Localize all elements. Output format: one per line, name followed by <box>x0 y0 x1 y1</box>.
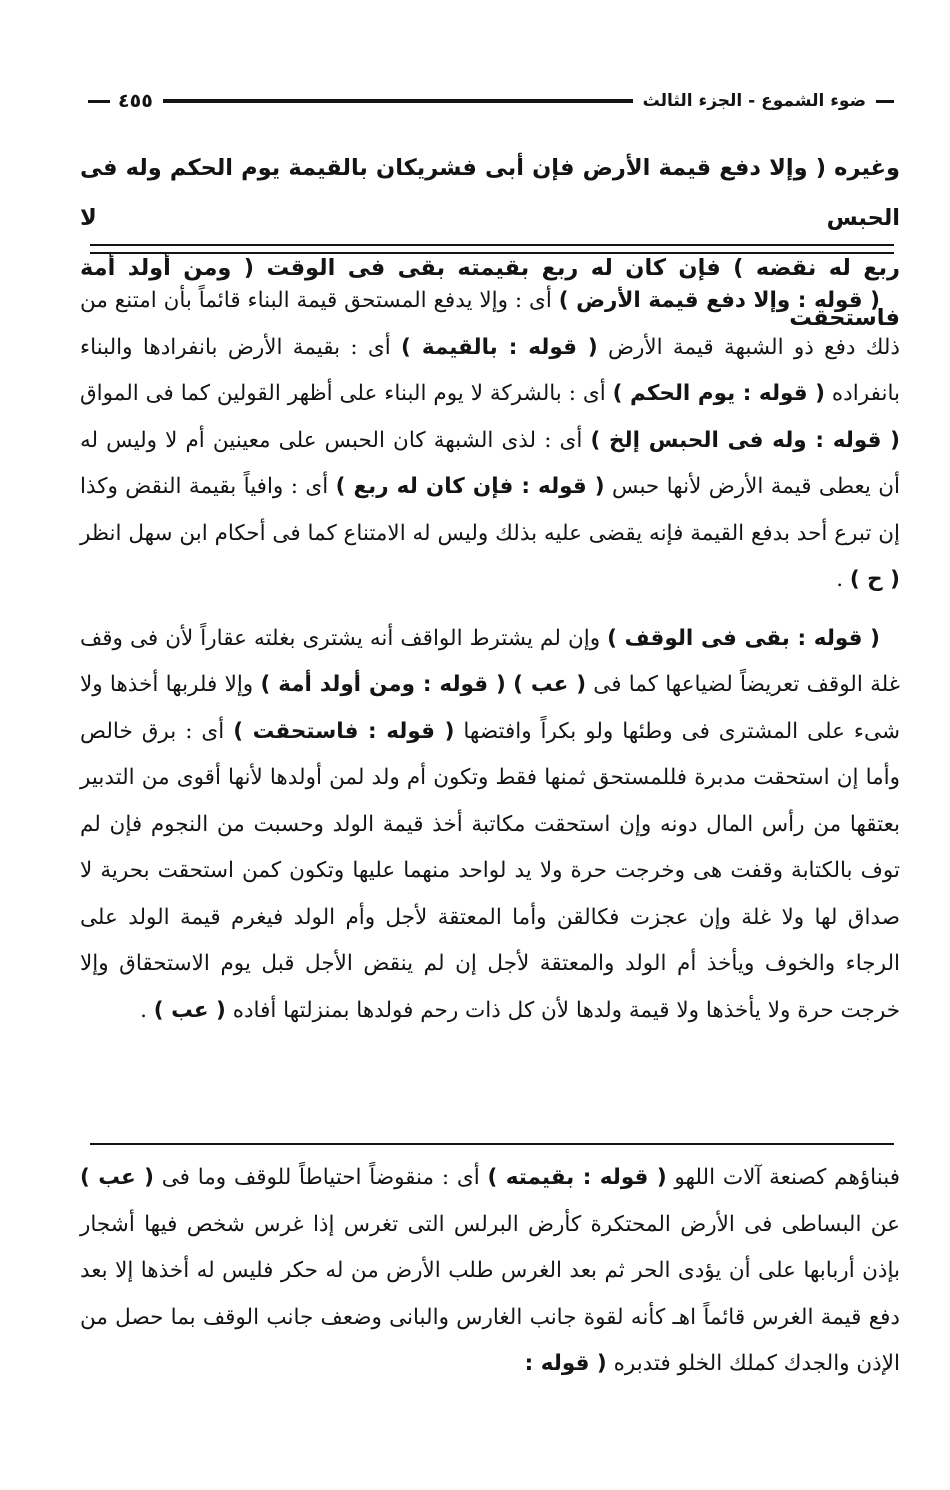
keyword: ( قوله : ومن أولد أمة ) <box>260 672 506 697</box>
commentary-text: أى : برق خالص وأما إن استحقت مدبرة فللمستحق ثمنها فقط وتكون أم ولد لمن أولدها لأنها أقوى من التدبير بعتقها من رأس المال دونه وإن استحقت مكاتبة أخذ قيمة الولد وحسبت من النجوم فإن لم توف بالكتابة وقفت هى وخرجت حرة ولا يد لواحد منهما عليها وتكون كمن استحقت بحرية لا صداق لها ولا غلة وإن عجزت فكالقن وأما المعتقة لأجل وأم الولد فيغرم قيمة الولد على الرجاء والخوف ويأخذ أم الولد والمعتقة لأجل إن لم ينقض الأجل قبل يوم الاستحقاق وإلا خرجت حرة ولا يأخذها ولا قيمة ولدها لأن كل ذات رحم فولدها بمنزلتها أفاده <box>80 718 900 1023</box>
commentary-text: وإلا فلربها أخذها ولا شىء على المشترى فى وطئها ولو بكراً وافتضها <box>80 672 900 744</box>
keyword: ( عب ) <box>513 672 587 697</box>
main-text-line: ربع له نقضه ) فإن كان له ربع بقيمته بقى فى الوقت ( ومن أولد أمة فاستحقت <box>80 255 900 331</box>
commentary-text <box>506 672 513 697</box>
running-header <box>88 84 894 118</box>
commentary-text: أى : وافياً بقيمة النقض وكذا إن تبرع أحد بدفع القيمة فإنه يقضى عليه بذلك وليس له الامتناع كما فى أحكام ابن سهل انظر <box>80 474 900 546</box>
double-divider <box>90 244 894 254</box>
footnote-text: فبناؤهم كصنعة آلات اللهو <box>666 1165 900 1190</box>
header-dash-right <box>876 100 894 103</box>
commentary-text: أى : وإلا يدفع المستحق قيمة البناء قائماً بأن امتنع من ذلك دفع ذو الشبهة قيمة الأرض <box>80 288 900 360</box>
commentary-text: . <box>836 567 850 592</box>
keyword: ( ح ) <box>849 567 900 592</box>
main-text-line: وغيره ( وإلا دفع قيمة الأرض فإن أبى فشريكان بالقيمة يوم الحكم وله فى الحبس لا <box>80 155 900 231</box>
keyword: ( قوله : وإلا دفع قيمة الأرض ) <box>558 288 880 313</box>
header-rule <box>163 99 633 103</box>
footnote-divider <box>90 1143 894 1145</box>
keyword: ( قوله : بالقيمة ) <box>401 334 598 360</box>
running-title: ضوء الشموع - الجزء الثالث <box>642 91 866 111</box>
commentary <box>80 278 900 1046</box>
footnote <box>80 1155 900 1388</box>
keyword: ( قوله : فإن كان له ربع ) <box>335 474 605 499</box>
commentary-text: أى : بقيمة الأرض بانفرادها والبناء بانفراده <box>80 334 900 406</box>
keyword: ( قوله : وله فى الحبس إلخ ) <box>590 427 900 453</box>
commentary-text: . <box>140 997 154 1023</box>
header-dash-left <box>88 100 110 103</box>
keyword: ( عب ) <box>153 997 226 1023</box>
footnote-paragraph <box>80 1155 900 1388</box>
keyword: ( عب ) <box>80 1165 154 1190</box>
commentary-paragraph <box>80 616 900 1035</box>
keyword: ( قوله : فاستحقت ) <box>233 718 455 744</box>
keyword: ( قوله : بقى فى الوقف ) <box>607 625 880 651</box>
keyword: ( قوله : <box>524 1351 607 1376</box>
footnote-text: أى : منقوضاً احتياطاً للوقف وما فى <box>153 1165 488 1190</box>
page-number: ٤٥٥ <box>118 90 153 112</box>
keyword: ( قوله : يوم الحكم ) <box>612 381 825 406</box>
commentary-text: أى : بالشركة لا يوم البناء على أظهر القولين كما فى المواق <box>80 381 613 406</box>
commentary-paragraph <box>80 278 900 604</box>
commentary-text: أى : لذى الشبهة كان الحبس على معينين أم لا وليس له أن يعطى قيمة الأرض لأنها حبس <box>80 427 900 499</box>
commentary-text: وإن لم يشترط الواقف أنه يشترى بغلته عقاراً لأن فى وقف غلة الوقف تعريضاً لضياعها كما فى <box>80 625 900 697</box>
keyword: ( قوله : بقيمته ) <box>487 1165 667 1190</box>
footnote-text: عن البساطى فى الأرض المحتكرة كأرض البرلس التى تغرس إذا غرس شخص فيها أشجار بإذن أربابها على أن يؤدى الحر ثم بعد الغرس طلب الأرض من له حكر فليس له أخذها إلا بعد دفع قيمة الغرس قائماً اهـ كأنه لقوة جانب الغارس والبانى وضعف جانب الوقف بما حصل من الإذن والجدك كملك الخلو فتدبره <box>80 1211 900 1376</box>
